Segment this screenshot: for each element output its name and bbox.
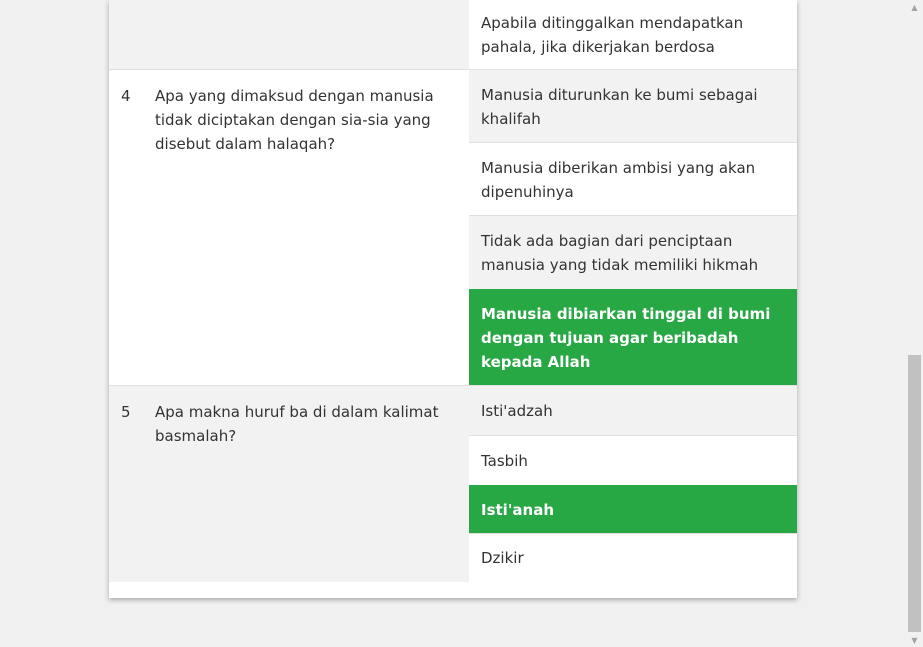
answer-option xyxy=(469,0,797,69)
answer-option xyxy=(469,385,797,436)
answer-option-text: Manusia dibiarkan tinggal di bumi dengan tujuan agar beribadah kepada Allah xyxy=(481,304,771,371)
question-row-prev xyxy=(109,0,797,69)
answer-option xyxy=(469,142,797,216)
answer-option-text: Isti'adzah xyxy=(481,402,553,420)
quiz-results-card xyxy=(109,0,797,598)
answer-option-text: Manusia diberikan ambisi yang akan dipenuhinya xyxy=(481,158,756,201)
correct-answer-option xyxy=(469,289,797,385)
answer-option xyxy=(469,69,797,143)
question-text: Apa yang dimaksud dengan manusia tidak diciptakan dengan sia-sia yang disebut dalam halaqah? xyxy=(155,87,434,153)
question-number: 4 xyxy=(121,87,131,105)
answer-option xyxy=(469,435,797,485)
answer-option-text: Tasbih xyxy=(481,451,528,470)
up-arrow-icon[interactable]: ▲ xyxy=(911,2,918,12)
correct-answer-option xyxy=(469,485,797,533)
question-number: 5 xyxy=(121,403,131,421)
answer-option-text: Isti'anah xyxy=(481,500,555,519)
answer-option-text: Dzikir xyxy=(481,549,524,567)
question-text: Apa makna huruf ba di dalam kalimat basmalah? xyxy=(155,403,439,445)
down-arrow-icon[interactable]: ▼ xyxy=(911,635,918,645)
answer-option-text: Tidak ada bagian dari penciptaan manusia yang tidak memiliki hikmah xyxy=(481,231,759,274)
answer-option xyxy=(469,533,797,582)
answer-option xyxy=(469,215,797,289)
answer-option-text: Manusia diturunkan ke bumi sebagai khalifah xyxy=(481,85,758,128)
scrollbar-thumb[interactable] xyxy=(908,355,921,632)
answer-option-text: Apabila ditinggalkan mendapatkan pahala, jika dikerjakan berdosa xyxy=(481,13,744,56)
